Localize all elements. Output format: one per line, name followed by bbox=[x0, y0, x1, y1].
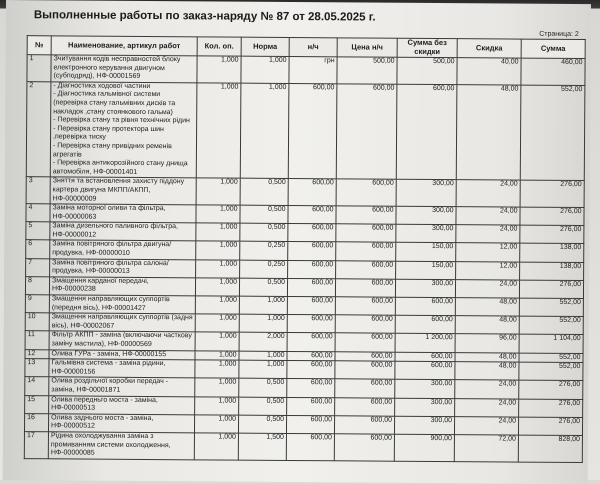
discount: 24,00 bbox=[456, 180, 520, 207]
norm-hour: 600,00 bbox=[288, 83, 337, 179]
sum-without-discount: 600,00 bbox=[395, 361, 455, 380]
norm-hour: 600,00 bbox=[288, 224, 336, 243]
work-name: Олива ГУРа - заміна, НФ-00000155 bbox=[49, 349, 195, 360]
norm: 1,000 bbox=[240, 83, 289, 179]
norm: 1,000 bbox=[239, 314, 287, 333]
norm-hour: 600,00 bbox=[287, 361, 335, 380]
quantity: 1,000 bbox=[196, 178, 240, 205]
norm: 0,500 bbox=[240, 205, 288, 224]
sum-without-discount: 300,00 bbox=[395, 279, 455, 298]
norm-hour: 600,00 bbox=[288, 206, 336, 225]
discount: 24,00 bbox=[455, 398, 519, 417]
work-name: Заміна моторної оливи та фільтра, НФ-00000063 bbox=[50, 204, 196, 223]
price-per-hour: 600,00 bbox=[335, 279, 395, 298]
row-number: 17 bbox=[24, 432, 48, 459]
sum-without-discount: 150,00 bbox=[396, 261, 456, 280]
norm: 0,500 bbox=[239, 278, 287, 297]
discount: 24,00 bbox=[454, 416, 518, 435]
work-name: Фільтр АКПП - заміна (включаючи часткову заміну мастила), НФ-00000569 bbox=[49, 331, 195, 350]
row-number: 6 bbox=[26, 240, 50, 258]
col-header-qty: Кол. оп. bbox=[197, 37, 241, 56]
sum-without-discount: 600,00 bbox=[395, 297, 455, 316]
work-name: Олива роздільчої коробки передач - заміна, НФ-00001871 bbox=[49, 377, 195, 396]
price-per-hour: 600,00 bbox=[336, 84, 397, 180]
norm-hour: 600,00 bbox=[288, 260, 336, 279]
col-header-norm: Норма bbox=[241, 37, 289, 56]
quantity: 1,000 bbox=[197, 56, 241, 83]
norm: 1,000 bbox=[239, 296, 287, 315]
norm: 1,000 bbox=[241, 56, 289, 83]
norm: 1,000 bbox=[239, 360, 287, 379]
norm-hour: 600,00 bbox=[287, 397, 335, 416]
sum: 552,00 bbox=[520, 85, 585, 181]
quantity: 1,000 bbox=[194, 415, 238, 433]
col-header-discount: Скидка bbox=[457, 39, 521, 58]
sum-without-discount: 300,00 bbox=[394, 416, 454, 435]
sum: 138,00 bbox=[520, 262, 584, 281]
sum: 552,00 bbox=[519, 362, 583, 381]
discount: 96,00 bbox=[455, 334, 519, 353]
discount: 72,00 bbox=[454, 435, 518, 462]
norm-hour: 600,00 bbox=[287, 315, 335, 334]
discount: 48,00 bbox=[455, 352, 519, 362]
norm-hour: 600,00 bbox=[287, 278, 335, 297]
row-number: 12 bbox=[25, 349, 49, 359]
norm-hour: грн bbox=[289, 56, 337, 83]
document-title: Выполненные работы по заказ-наряду № 87 от 28.05.2025 г. bbox=[33, 9, 376, 24]
norm-hour: 600,00 bbox=[287, 297, 335, 316]
discount: 24,00 bbox=[456, 207, 520, 226]
sum-without-discount: 150,00 bbox=[396, 243, 456, 262]
price-per-hour: 600,00 bbox=[335, 297, 395, 316]
price-per-hour: 600,00 bbox=[335, 333, 395, 352]
col-header-sum: Сумма bbox=[521, 39, 585, 58]
work-name: Змащення карданої передачі, НФ-00000238 bbox=[49, 277, 195, 296]
discount: 48,00 bbox=[456, 84, 521, 180]
table-row bbox=[24, 432, 582, 463]
discount: 24,00 bbox=[455, 279, 519, 298]
sum: 552,00 bbox=[519, 353, 583, 363]
sum-without-discount: 300,00 bbox=[395, 398, 455, 417]
price-per-hour: 500,00 bbox=[337, 57, 397, 84]
quantity: 1,000 bbox=[196, 241, 240, 259]
quantity: 1,000 bbox=[195, 296, 239, 314]
sum: 552,00 bbox=[519, 298, 583, 317]
work-name: Заміна дизельного паливного фільтра, НФ-00000012 bbox=[50, 222, 196, 241]
quantity: 1,000 bbox=[196, 223, 240, 241]
col-header-sum-no-discount: Сумма без скидки bbox=[397, 38, 457, 57]
row-number: 11 bbox=[25, 331, 49, 349]
sum-without-discount: 600,00 bbox=[395, 315, 455, 334]
row-number: 13 bbox=[25, 359, 49, 377]
work-name: - Діагностика ходової частини - Діагностика гальмівної системи (перевірка стану гальмівних дисків та накладок ,стану стоянкового гальма) - Перевірка стану та рівня технічних рідин - Перевірка стану протектора шин ,перевірка тиску - Перевірка стану привідних ременів агрегатів - Перевірка антикорозійного стану днища автомобіля, НФ-00001401 bbox=[50, 82, 197, 179]
sum-without-discount: 300,00 bbox=[396, 225, 456, 244]
sum: 828,00 bbox=[518, 435, 582, 462]
sum-without-discount: 300,00 bbox=[395, 380, 455, 399]
price-per-hour: 600,00 bbox=[335, 351, 395, 361]
norm: 1,000 bbox=[239, 351, 287, 361]
sum-without-discount: 300,00 bbox=[396, 206, 456, 225]
sum: 276,00 bbox=[519, 280, 583, 299]
work-name: Заміна повітряного фільтра салона/продувка, НФ-00000013 bbox=[50, 258, 196, 277]
sum-without-discount: 300,00 bbox=[396, 180, 456, 207]
work-name: Зняття та встановлення захисту піддону картера двигуна МКПП/АКПП, НФ-00000009 bbox=[50, 177, 196, 205]
quantity: 1,000 bbox=[195, 314, 239, 332]
norm: 2,000 bbox=[239, 333, 287, 352]
sum-without-discount: 1 200,00 bbox=[395, 334, 455, 353]
norm-hour: 600,00 bbox=[287, 351, 335, 361]
discount: 24,00 bbox=[455, 380, 519, 399]
norm: 0,250 bbox=[240, 242, 288, 261]
col-header-num: № bbox=[27, 36, 51, 55]
quantity: 1,000 bbox=[195, 332, 239, 350]
table-row bbox=[26, 177, 584, 208]
row-number: 7 bbox=[26, 258, 50, 276]
sum: 276,00 bbox=[519, 380, 583, 399]
sum-without-discount: 900,00 bbox=[394, 434, 454, 461]
norm: 0,500 bbox=[240, 178, 288, 205]
table-body bbox=[24, 55, 585, 463]
quantity: 1,000 bbox=[195, 378, 239, 396]
price-per-hour: 600,00 bbox=[335, 361, 395, 380]
col-header-nh: н/ч bbox=[289, 37, 337, 56]
sum: 276,00 bbox=[520, 225, 584, 244]
norm: 0,500 bbox=[239, 397, 287, 416]
price-per-hour: 600,00 bbox=[336, 224, 396, 243]
price-per-hour: 600,00 bbox=[336, 260, 396, 279]
price-per-hour: 600,00 bbox=[335, 379, 395, 398]
norm-hour: 600,00 bbox=[288, 242, 336, 261]
work-name: Рідина охолоджування заміна з промиванням системи охолодження, НФ-00000085 bbox=[48, 432, 194, 460]
price-per-hour: 600,00 bbox=[334, 434, 394, 461]
price-per-hour: 600,00 bbox=[336, 206, 396, 225]
work-name: Змащення направляющих суппортів (задня вісь), НФ-00002067 bbox=[49, 313, 195, 332]
quantity: 1,000 bbox=[194, 433, 238, 460]
discount: 48,00 bbox=[455, 362, 519, 381]
sum: 1 104,00 bbox=[519, 334, 583, 353]
sum: 138,00 bbox=[520, 244, 584, 263]
price-per-hour: 600,00 bbox=[334, 416, 394, 435]
row-number: 8 bbox=[25, 276, 49, 294]
col-header-price: Цена н/ч bbox=[337, 38, 397, 57]
sum: 460,00 bbox=[521, 58, 585, 85]
work-name: Зчитування кодів несправностей блоку електронного керування двигуном (субподряд), НФ-00001569 bbox=[51, 55, 197, 83]
row-number: 14 bbox=[25, 377, 49, 395]
discount: 48,00 bbox=[455, 316, 519, 335]
sum: 276,00 bbox=[520, 180, 584, 207]
sum: 276,00 bbox=[518, 417, 582, 436]
table-row bbox=[26, 81, 585, 180]
discount: 12,00 bbox=[456, 243, 520, 262]
price-per-hour: 600,00 bbox=[335, 315, 395, 334]
work-name: Олива заднього моста - заміна, НФ-00000512 bbox=[48, 414, 194, 433]
norm: 0,500 bbox=[238, 415, 286, 434]
price-per-hour: 600,00 bbox=[336, 242, 396, 261]
norm-hour: 600,00 bbox=[286, 415, 334, 434]
work-name: Олива передньго моста - заміна, НФ-00000513 bbox=[49, 395, 195, 414]
discount: 40,00 bbox=[457, 58, 521, 85]
norm: 0,250 bbox=[240, 260, 288, 279]
norm-hour: 600,00 bbox=[287, 333, 335, 352]
norm-hour: 600,00 bbox=[287, 379, 335, 398]
price-per-hour: 600,00 bbox=[336, 179, 396, 206]
quantity: 1,000 bbox=[195, 360, 239, 378]
row-number: 16 bbox=[24, 413, 48, 431]
quantity: 1,000 bbox=[195, 278, 239, 296]
row-number: 3 bbox=[26, 177, 50, 204]
row-number: 9 bbox=[25, 295, 49, 313]
table-row bbox=[27, 55, 585, 86]
row-number: 2 bbox=[26, 81, 51, 177]
row-number: 5 bbox=[26, 222, 50, 240]
quantity: 1,000 bbox=[196, 83, 241, 179]
quantity: 1,000 bbox=[195, 350, 239, 360]
work-name: Заміна повітряного фільтра двигуна/продувка, НФ-00000010 bbox=[50, 240, 196, 259]
quantity: 1,000 bbox=[195, 396, 239, 414]
discount: 24,00 bbox=[456, 225, 520, 244]
sum-without-discount: 500,00 bbox=[397, 57, 457, 84]
quantity: 1,000 bbox=[196, 205, 240, 223]
price-per-hour: 600,00 bbox=[335, 397, 395, 416]
discount: 12,00 bbox=[456, 261, 520, 280]
norm: 1,500 bbox=[238, 433, 286, 460]
sum: 276,00 bbox=[519, 399, 583, 418]
row-number: 15 bbox=[25, 395, 49, 413]
col-header-name: Наименование, артикул работ bbox=[51, 36, 197, 56]
sum-without-discount: 600,00 bbox=[396, 84, 457, 180]
page-number: Страница: 2 bbox=[539, 30, 579, 38]
discount: 48,00 bbox=[455, 298, 519, 317]
row-number: 4 bbox=[26, 204, 50, 222]
quantity: 1,000 bbox=[196, 259, 240, 277]
row-number: 1 bbox=[27, 55, 51, 82]
norm: 0,500 bbox=[239, 379, 287, 398]
norm-hour: 600,00 bbox=[288, 179, 336, 206]
document-page bbox=[3, 0, 591, 484]
sum-without-discount: 600,00 bbox=[395, 352, 455, 362]
sum: 552,00 bbox=[519, 316, 583, 335]
works-table bbox=[24, 35, 586, 463]
sum: 276,00 bbox=[520, 207, 584, 226]
work-name: Змащення направляющих суппортів (передня вісь), НФ-00001427 bbox=[49, 295, 195, 314]
norm: 0,500 bbox=[240, 223, 288, 242]
norm-hour: 600,00 bbox=[286, 433, 334, 460]
work-name: Гальмівна система - заміна рідини, НФ-00000156 bbox=[49, 359, 195, 378]
row-number: 10 bbox=[25, 313, 49, 331]
